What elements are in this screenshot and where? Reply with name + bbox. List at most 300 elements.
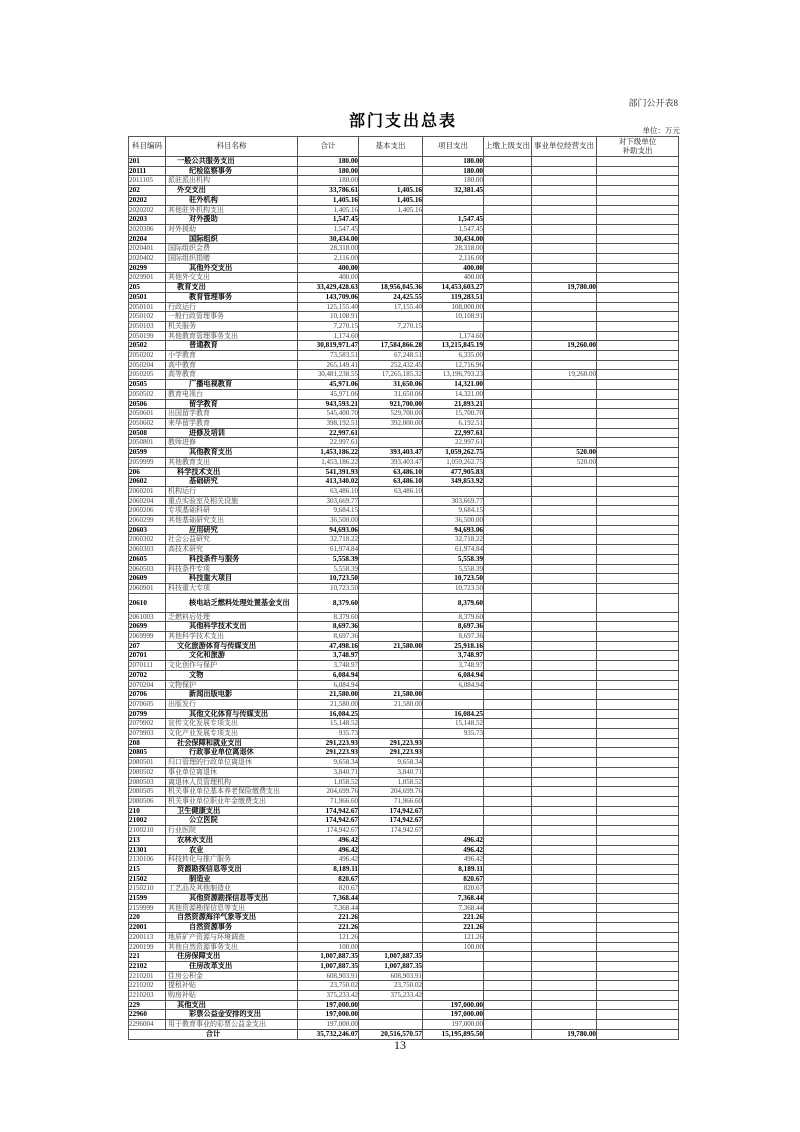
amount-cell [484, 923, 532, 933]
amount-cell [532, 884, 597, 894]
table-row [129, 593, 679, 612]
amount-cell [532, 273, 597, 283]
amount-cell [597, 583, 679, 593]
subject-code-cell: 2059999 [129, 457, 166, 467]
amount-cell: 8,697.36 [298, 622, 359, 632]
subject-code-cell: 21002 [129, 816, 166, 826]
amount-cell: 820.67 [423, 874, 484, 884]
amount-cell [597, 991, 679, 1001]
amount-cell [597, 913, 679, 923]
amount-cell: 22,997.61 [298, 428, 359, 438]
amount-cell [532, 797, 597, 807]
subject-code-cell: 20203 [129, 215, 166, 225]
subject-name-cell: 自然资源海洋气象等支出 [166, 913, 298, 923]
table-header-row [129, 137, 679, 157]
amount-cell [359, 894, 423, 904]
table-row [129, 234, 679, 244]
table-row [129, 302, 679, 312]
table-row [129, 244, 679, 254]
amount-cell [597, 932, 679, 942]
amount-cell [532, 923, 597, 933]
amount-cell [359, 157, 423, 167]
amount-cell [597, 864, 679, 874]
amount-cell [532, 564, 597, 574]
subject-name-cell: 其他驻外机构支出 [166, 205, 298, 215]
amount-cell: 496.42 [298, 845, 359, 855]
amount-cell [597, 409, 679, 419]
subject-code-cell: 2020402 [129, 254, 166, 264]
amount-cell [484, 777, 532, 787]
subject-code-cell: 2150210 [129, 884, 166, 894]
amount-cell [597, 874, 679, 884]
amount-cell [597, 942, 679, 952]
amount-cell: 180.00 [298, 157, 359, 167]
table-row [129, 797, 679, 807]
subject-code-cell: 2061003 [129, 612, 166, 622]
amount-cell: 14,321.00 [423, 389, 484, 399]
amount-cell [359, 554, 423, 564]
amount-cell: 820.67 [298, 884, 359, 894]
amount-cell [484, 516, 532, 526]
amount-cell [484, 409, 532, 419]
amount-cell: 30,481,238.55 [298, 370, 359, 380]
column-header: 事业单位经营支出 [532, 137, 597, 157]
amount-cell [532, 205, 597, 215]
amount-cell [532, 952, 597, 962]
amount-cell: 7,368.44 [298, 894, 359, 904]
subject-name-cell: 其他科学技术支出 [166, 632, 298, 642]
subject-name-cell: 重点实验室及相关设施 [166, 496, 298, 506]
table-row [129, 399, 679, 409]
amount-cell [359, 525, 423, 535]
table-row [129, 1020, 679, 1030]
amount-cell [484, 894, 532, 904]
table-row [129, 157, 679, 167]
amount-cell: 174,942.67 [298, 816, 359, 826]
subject-code-cell: 2050601 [129, 409, 166, 419]
amount-cell: 23,750.02 [359, 981, 423, 991]
amount-cell [484, 806, 532, 816]
table-row [129, 554, 679, 564]
amount-cell [484, 1010, 532, 1020]
amount-cell [532, 680, 597, 690]
amount-cell: 10,108.91 [423, 312, 484, 322]
table-row [129, 680, 679, 690]
subject-code-cell: 207 [129, 641, 166, 651]
amount-cell [359, 874, 423, 884]
amount-cell [532, 632, 597, 642]
amount-cell: 9,684.15 [423, 506, 484, 516]
page-title: 部门支出总表 [348, 113, 457, 130]
table-row [129, 263, 679, 273]
amount-cell: 100.00 [423, 942, 484, 952]
subject-code-cell: 2060503 [129, 564, 166, 574]
subject-name-cell: 提租补贴 [166, 981, 298, 991]
amount-cell [484, 360, 532, 370]
amount-cell: 121.26 [423, 932, 484, 942]
table-row [129, 1010, 679, 1020]
amount-cell [484, 215, 532, 225]
amount-cell: 1,007,887.35 [298, 952, 359, 962]
amount-cell: 496.42 [423, 845, 484, 855]
amount-cell [423, 797, 484, 807]
amount-cell [597, 845, 679, 855]
amount-cell: 221.26 [423, 913, 484, 923]
subject-code-cell: 20610 [129, 593, 166, 612]
table-row [129, 961, 679, 971]
amount-cell [597, 360, 679, 370]
amount-cell: 15,700.70 [423, 409, 484, 419]
amount-cell: 375,233.42 [359, 991, 423, 1001]
amount-cell [484, 641, 532, 651]
subject-name-cell: 行政运行 [166, 302, 298, 312]
amount-cell [484, 457, 532, 467]
amount-cell [484, 467, 532, 477]
amount-cell [359, 545, 423, 555]
subject-code-cell: 21301 [129, 845, 166, 855]
amount-cell: 100.00 [298, 942, 359, 952]
subject-code-cell: 20799 [129, 709, 166, 719]
subject-code-cell: 2080502 [129, 767, 166, 777]
subject-name-cell: 普通教育 [166, 341, 298, 351]
table-row [129, 787, 679, 797]
amount-cell: 73,583.51 [298, 351, 359, 361]
table-row [129, 767, 679, 777]
subject-name-cell: 地质矿产资源与环境调查 [166, 932, 298, 942]
subject-code-cell: 20701 [129, 651, 166, 661]
amount-cell [359, 176, 423, 186]
amount-cell [484, 699, 532, 709]
amount-cell [484, 477, 532, 487]
amount-cell [597, 312, 679, 322]
subject-code-cell: 20508 [129, 428, 166, 438]
table-row [129, 283, 679, 293]
amount-cell: 221.26 [298, 923, 359, 933]
amount-cell [359, 855, 423, 865]
amount-cell [359, 923, 423, 933]
column-header: 上缴上级支出 [484, 137, 532, 157]
subject-code-cell: 20502 [129, 341, 166, 351]
amount-cell [359, 254, 423, 264]
amount-cell [484, 855, 532, 865]
amount-cell [484, 234, 532, 244]
amount-cell [484, 341, 532, 351]
amount-cell: 7,368.44 [423, 894, 484, 904]
amount-cell [532, 583, 597, 593]
amount-cell: 1,405.16 [298, 195, 359, 205]
amount-cell: 67,248.51 [359, 351, 423, 361]
amount-cell [532, 777, 597, 787]
amount-cell [484, 932, 532, 942]
subject-code-cell: 2080506 [129, 797, 166, 807]
amount-cell [597, 254, 679, 264]
subject-code-cell: 20501 [129, 292, 166, 302]
amount-cell [359, 680, 423, 690]
table-row [129, 1000, 679, 1010]
doc-label: 部门公开表8 [628, 98, 678, 108]
subject-name-cell: 行业医院 [166, 826, 298, 836]
table-row [129, 670, 679, 680]
amount-cell: 180.00 [298, 176, 359, 186]
subject-name-cell: 机构运行 [166, 486, 298, 496]
column-header: 基本支出 [359, 137, 423, 157]
table-row [129, 331, 679, 341]
amount-cell: 1,058.52 [298, 777, 359, 787]
table-row [129, 816, 679, 826]
table-row [129, 661, 679, 671]
amount-cell: 1,405.16 [298, 205, 359, 215]
amount-cell: 529,700.00 [359, 409, 423, 419]
amount-cell [484, 748, 532, 758]
amount-cell [532, 894, 597, 904]
amount-cell [597, 467, 679, 477]
amount-cell: 520.00 [532, 448, 597, 458]
amount-cell: 6,084.94 [298, 670, 359, 680]
amount-cell [597, 341, 679, 351]
total-label-cell: 合计 [129, 1029, 298, 1039]
subject-name-cell: 文物保护 [166, 680, 298, 690]
subject-code-cell: 220 [129, 913, 166, 923]
amount-cell: 3,748.97 [423, 661, 484, 671]
amount-cell: 23,750.02 [298, 981, 359, 991]
subject-name-cell: 一般公共服务支出 [166, 157, 298, 167]
amount-cell: 1,405.16 [359, 195, 423, 205]
table-row [129, 894, 679, 904]
amount-cell [423, 205, 484, 215]
amount-cell [597, 816, 679, 826]
table-row [129, 273, 679, 283]
amount-cell [532, 166, 597, 176]
subject-code-cell: 20699 [129, 622, 166, 632]
amount-cell [359, 670, 423, 680]
amount-cell [532, 864, 597, 874]
amount-cell: 19,780.00 [532, 1029, 597, 1039]
amount-cell [532, 748, 597, 758]
subject-name-cell: 机关服务 [166, 321, 298, 331]
amount-cell: 197,000.00 [423, 1000, 484, 1010]
amount-cell [597, 166, 679, 176]
amount-cell [484, 690, 532, 700]
amount-cell [597, 195, 679, 205]
amount-cell: 303,669.77 [423, 496, 484, 506]
amount-cell [423, 777, 484, 787]
amount-cell: 25,918.16 [423, 641, 484, 651]
table-row [129, 380, 679, 390]
subject-code-cell: 2050199 [129, 331, 166, 341]
amount-cell [359, 612, 423, 622]
amount-cell [532, 903, 597, 913]
amount-cell: 520.00 [532, 457, 597, 467]
amount-cell: 393,403.47 [359, 448, 423, 458]
subject-name-cell: 其他基础研究支出 [166, 516, 298, 526]
table-row [129, 632, 679, 642]
subject-name-cell: 教师进修 [166, 438, 298, 448]
amount-cell [359, 215, 423, 225]
subject-code-cell: 2079902 [129, 719, 166, 729]
amount-cell: 8,697.36 [423, 632, 484, 642]
subject-code-cell: 2080503 [129, 777, 166, 787]
amount-cell [597, 389, 679, 399]
table-row [129, 535, 679, 545]
amount-cell [484, 428, 532, 438]
amount-cell [532, 816, 597, 826]
amount-cell: 19,260.00 [532, 341, 597, 351]
amount-cell [484, 835, 532, 845]
table-row [129, 709, 679, 719]
amount-cell: 10,723.50 [423, 583, 484, 593]
table-row [129, 477, 679, 487]
amount-cell [484, 942, 532, 952]
amount-cell: 221.26 [298, 913, 359, 923]
amount-cell: 5,558.39 [423, 554, 484, 564]
table-row [129, 758, 679, 768]
amount-cell [484, 176, 532, 186]
subject-name-cell: 对外援助 [166, 215, 298, 225]
amount-cell: 197,000.00 [298, 1000, 359, 1010]
table-row [129, 991, 679, 1001]
table-row [129, 438, 679, 448]
amount-cell: 7,270.15 [298, 321, 359, 331]
subject-name-cell: 高等教育 [166, 370, 298, 380]
table-row [129, 292, 679, 302]
amount-cell [532, 224, 597, 234]
amount-cell: 94,693.06 [298, 525, 359, 535]
amount-cell [532, 176, 597, 186]
amount-cell [597, 855, 679, 865]
table-row [129, 496, 679, 506]
column-header-label: 对下级单位补助支出 [618, 136, 657, 155]
amount-cell: 935.73 [423, 729, 484, 739]
amount-cell [597, 224, 679, 234]
table-row [129, 651, 679, 661]
table-row [129, 699, 679, 709]
amount-cell [423, 699, 484, 709]
table-row [129, 205, 679, 215]
amount-cell: 22,997.61 [298, 438, 359, 448]
subject-code-cell: 20599 [129, 448, 166, 458]
table-row [129, 738, 679, 748]
subject-name-cell: 自然资源事务 [166, 923, 298, 933]
subject-name-cell: 其他自然资源事务支出 [166, 942, 298, 952]
amount-cell [597, 516, 679, 526]
amount-cell [597, 331, 679, 341]
amount-cell [532, 486, 597, 496]
amount-cell: 180.00 [423, 166, 484, 176]
table-row [129, 166, 679, 176]
amount-cell [484, 758, 532, 768]
amount-cell [359, 331, 423, 341]
subject-code-cell: 210 [129, 806, 166, 816]
amount-cell [484, 389, 532, 399]
amount-cell [532, 806, 597, 816]
amount-cell [423, 981, 484, 991]
subject-code-cell: 2020202 [129, 205, 166, 215]
amount-cell [484, 370, 532, 380]
table-row [129, 525, 679, 535]
amount-cell [597, 234, 679, 244]
amount-cell: 45,971.06 [298, 380, 359, 390]
amount-cell [532, 991, 597, 1001]
subject-code-cell: 2296004 [129, 1020, 166, 1030]
amount-cell [484, 224, 532, 234]
subject-name-cell: 进修及培训 [166, 428, 298, 438]
amount-cell [423, 971, 484, 981]
subject-code-cell: 20702 [129, 670, 166, 680]
amount-cell: 943,593.21 [298, 399, 359, 409]
amount-cell [597, 797, 679, 807]
table-row [129, 903, 679, 913]
subject-code-cell: 20603 [129, 525, 166, 535]
amount-cell [484, 564, 532, 574]
subject-code-cell: 2050502 [129, 389, 166, 399]
amount-cell: 19,260.00 [532, 370, 597, 380]
amount-cell: 8,697.36 [423, 622, 484, 632]
amount-cell: 7,368.44 [298, 903, 359, 913]
amount-cell [484, 661, 532, 671]
subject-code-cell: 206 [129, 467, 166, 477]
amount-cell [597, 370, 679, 380]
amount-cell: 71,966.60 [359, 797, 423, 807]
amount-cell: 21,580.00 [298, 699, 359, 709]
amount-cell [597, 961, 679, 971]
amount-cell: 375,233.42 [298, 991, 359, 1001]
amount-cell [484, 399, 532, 409]
amount-cell [597, 1010, 679, 1020]
amount-cell [532, 932, 597, 942]
amount-cell [359, 835, 423, 845]
amount-cell: 10,723.50 [298, 574, 359, 584]
amount-cell [532, 186, 597, 196]
amount-cell [597, 418, 679, 428]
amount-cell [597, 176, 679, 186]
table-row [129, 855, 679, 865]
table-row [129, 835, 679, 845]
subject-code-cell: 20202 [129, 195, 166, 205]
amount-cell [484, 913, 532, 923]
amount-cell [359, 428, 423, 438]
amount-cell: 921,700.00 [359, 399, 423, 409]
subject-code-cell: 2159999 [129, 903, 166, 913]
subject-name-cell: 文化旅游体育与传媒支出 [166, 641, 298, 651]
amount-cell [532, 699, 597, 709]
amount-cell [597, 641, 679, 651]
table-row [129, 195, 679, 205]
amount-cell [532, 641, 597, 651]
amount-cell: 1,058.52 [359, 777, 423, 787]
amount-cell: 35,732,246.07 [298, 1029, 359, 1039]
amount-cell [359, 903, 423, 913]
amount-cell [532, 389, 597, 399]
amount-cell: 3,748.97 [423, 651, 484, 661]
unit-note: 单位：万元 [642, 126, 680, 135]
subject-name-cell: 住房保障支出 [166, 952, 298, 962]
amount-cell [532, 942, 597, 952]
subject-code-cell: 2210202 [129, 981, 166, 991]
amount-cell: 204,699.76 [359, 787, 423, 797]
table-row [129, 913, 679, 923]
table-row [129, 748, 679, 758]
amount-cell: 28,318.00 [423, 244, 484, 254]
amount-cell [532, 409, 597, 419]
amount-cell: 291,223.93 [359, 738, 423, 748]
subject-code-cell: 20111 [129, 166, 166, 176]
amount-cell: 17,584,866.28 [359, 341, 423, 351]
amount-cell: 291,223.93 [298, 738, 359, 748]
table-row [129, 564, 679, 574]
subject-code-cell: 2029901 [129, 273, 166, 283]
subject-name-cell: 其他资源勘探信息等支出 [166, 894, 298, 904]
amount-cell: 174,942.67 [359, 816, 423, 826]
